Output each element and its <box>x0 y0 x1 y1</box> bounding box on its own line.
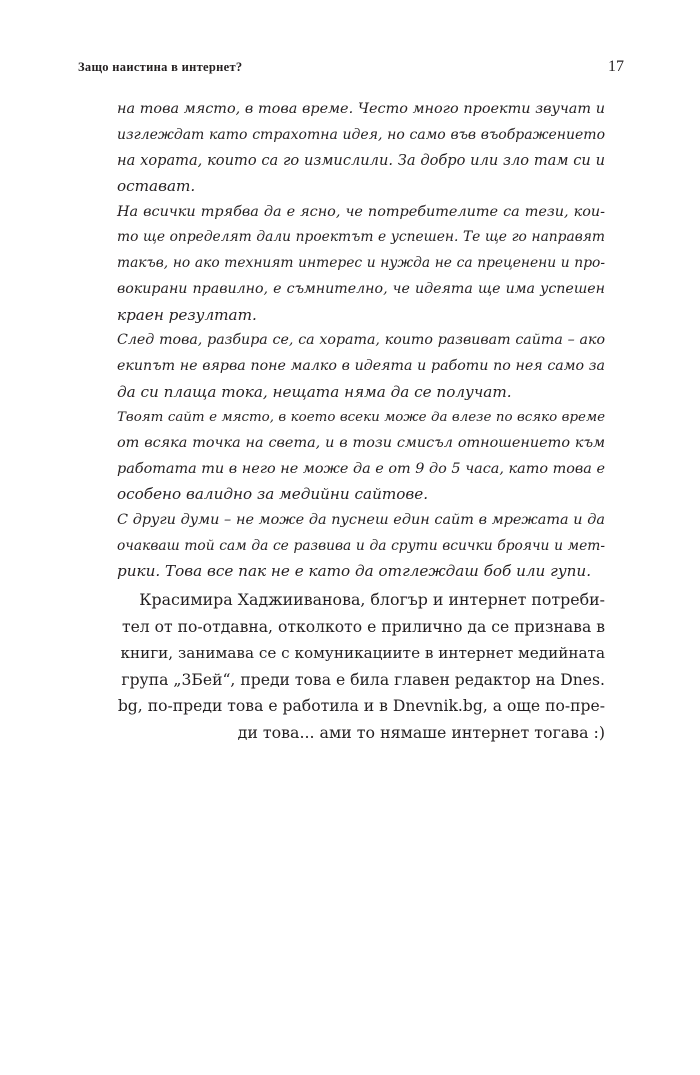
quote-line: изглеждат като страхотна идея, но само във въображението <box>117 126 605 143</box>
bio-line: bg, по-преди това е работила и в Dnevnik.bg, а още по-пре- <box>117 697 605 716</box>
quote-line: очакваш той сам да се развива и да срути всички броячи и мет- <box>117 537 605 554</box>
quote-line: от всяка точка на света, и в този смисъл отношението към <box>117 434 605 451</box>
quote-line: краен резултат. <box>117 305 257 324</box>
quote-line: С други думи – не може да пуснеш един сайт в мрежата и да <box>117 512 605 528</box>
bio-line: група „3Бей“, преди това е била главен редактор на Dnes. <box>121 670 605 689</box>
page-body <box>117 97 605 746</box>
quote-line: да си плаща тока, нещата няма да се получат. <box>117 382 512 401</box>
quote-line: на това място, в това време. Често много проекти звучат и <box>117 101 605 117</box>
quote-line: на хората, които са го измислили. За добро или зло там си и <box>117 152 605 170</box>
bio-line: книги, занимава се с комуникациите в интернет медийната <box>120 644 605 663</box>
quote-line: то ще определят дали проектът е успешен. Те ще го направят <box>117 229 605 246</box>
quote-line: рики. Това все пак не е като да отглеждаш боб или гупи. <box>117 562 592 581</box>
quote-line: екипът не вярва поне малко в идеята и работи по нея само за <box>117 357 605 374</box>
quote-line: остават. <box>117 177 196 196</box>
bio-line: ди това... ами то нямаше интернет тогава :) <box>237 722 605 742</box>
quote-line: След това, разбира се, са хората, които развиват сайта – ако <box>117 332 605 349</box>
quote-line: Твоят сайт е място, в което всеки може да влезе по всяко време <box>117 410 605 426</box>
author-bio <box>117 587 605 746</box>
quote-line: вокирани правилно, е съмнително, че идеята ще има успешен <box>117 280 605 297</box>
quote-line: особено валидно за медийни сайтове. <box>117 485 429 504</box>
quote-line: работата ти в него не може да е от 9 до 5 часа, като това е <box>117 460 605 477</box>
bio-line: Красимира Хаджииванова, блогър и интернет потреби- <box>139 590 605 610</box>
page-number: 17 <box>608 58 624 75</box>
bio-line: тел от по-отдавна, отколкото е прилично да се признава в <box>121 617 605 636</box>
running-title: Защо наистина в интернет? <box>78 60 243 74</box>
quote-block <box>117 97 605 585</box>
quote-line: такъв, но ако техният интерес и нужда не са преценени и про- <box>117 255 605 272</box>
quote-line: На всички трябва да е ясно, че потребителите са тези, кои- <box>117 203 605 220</box>
